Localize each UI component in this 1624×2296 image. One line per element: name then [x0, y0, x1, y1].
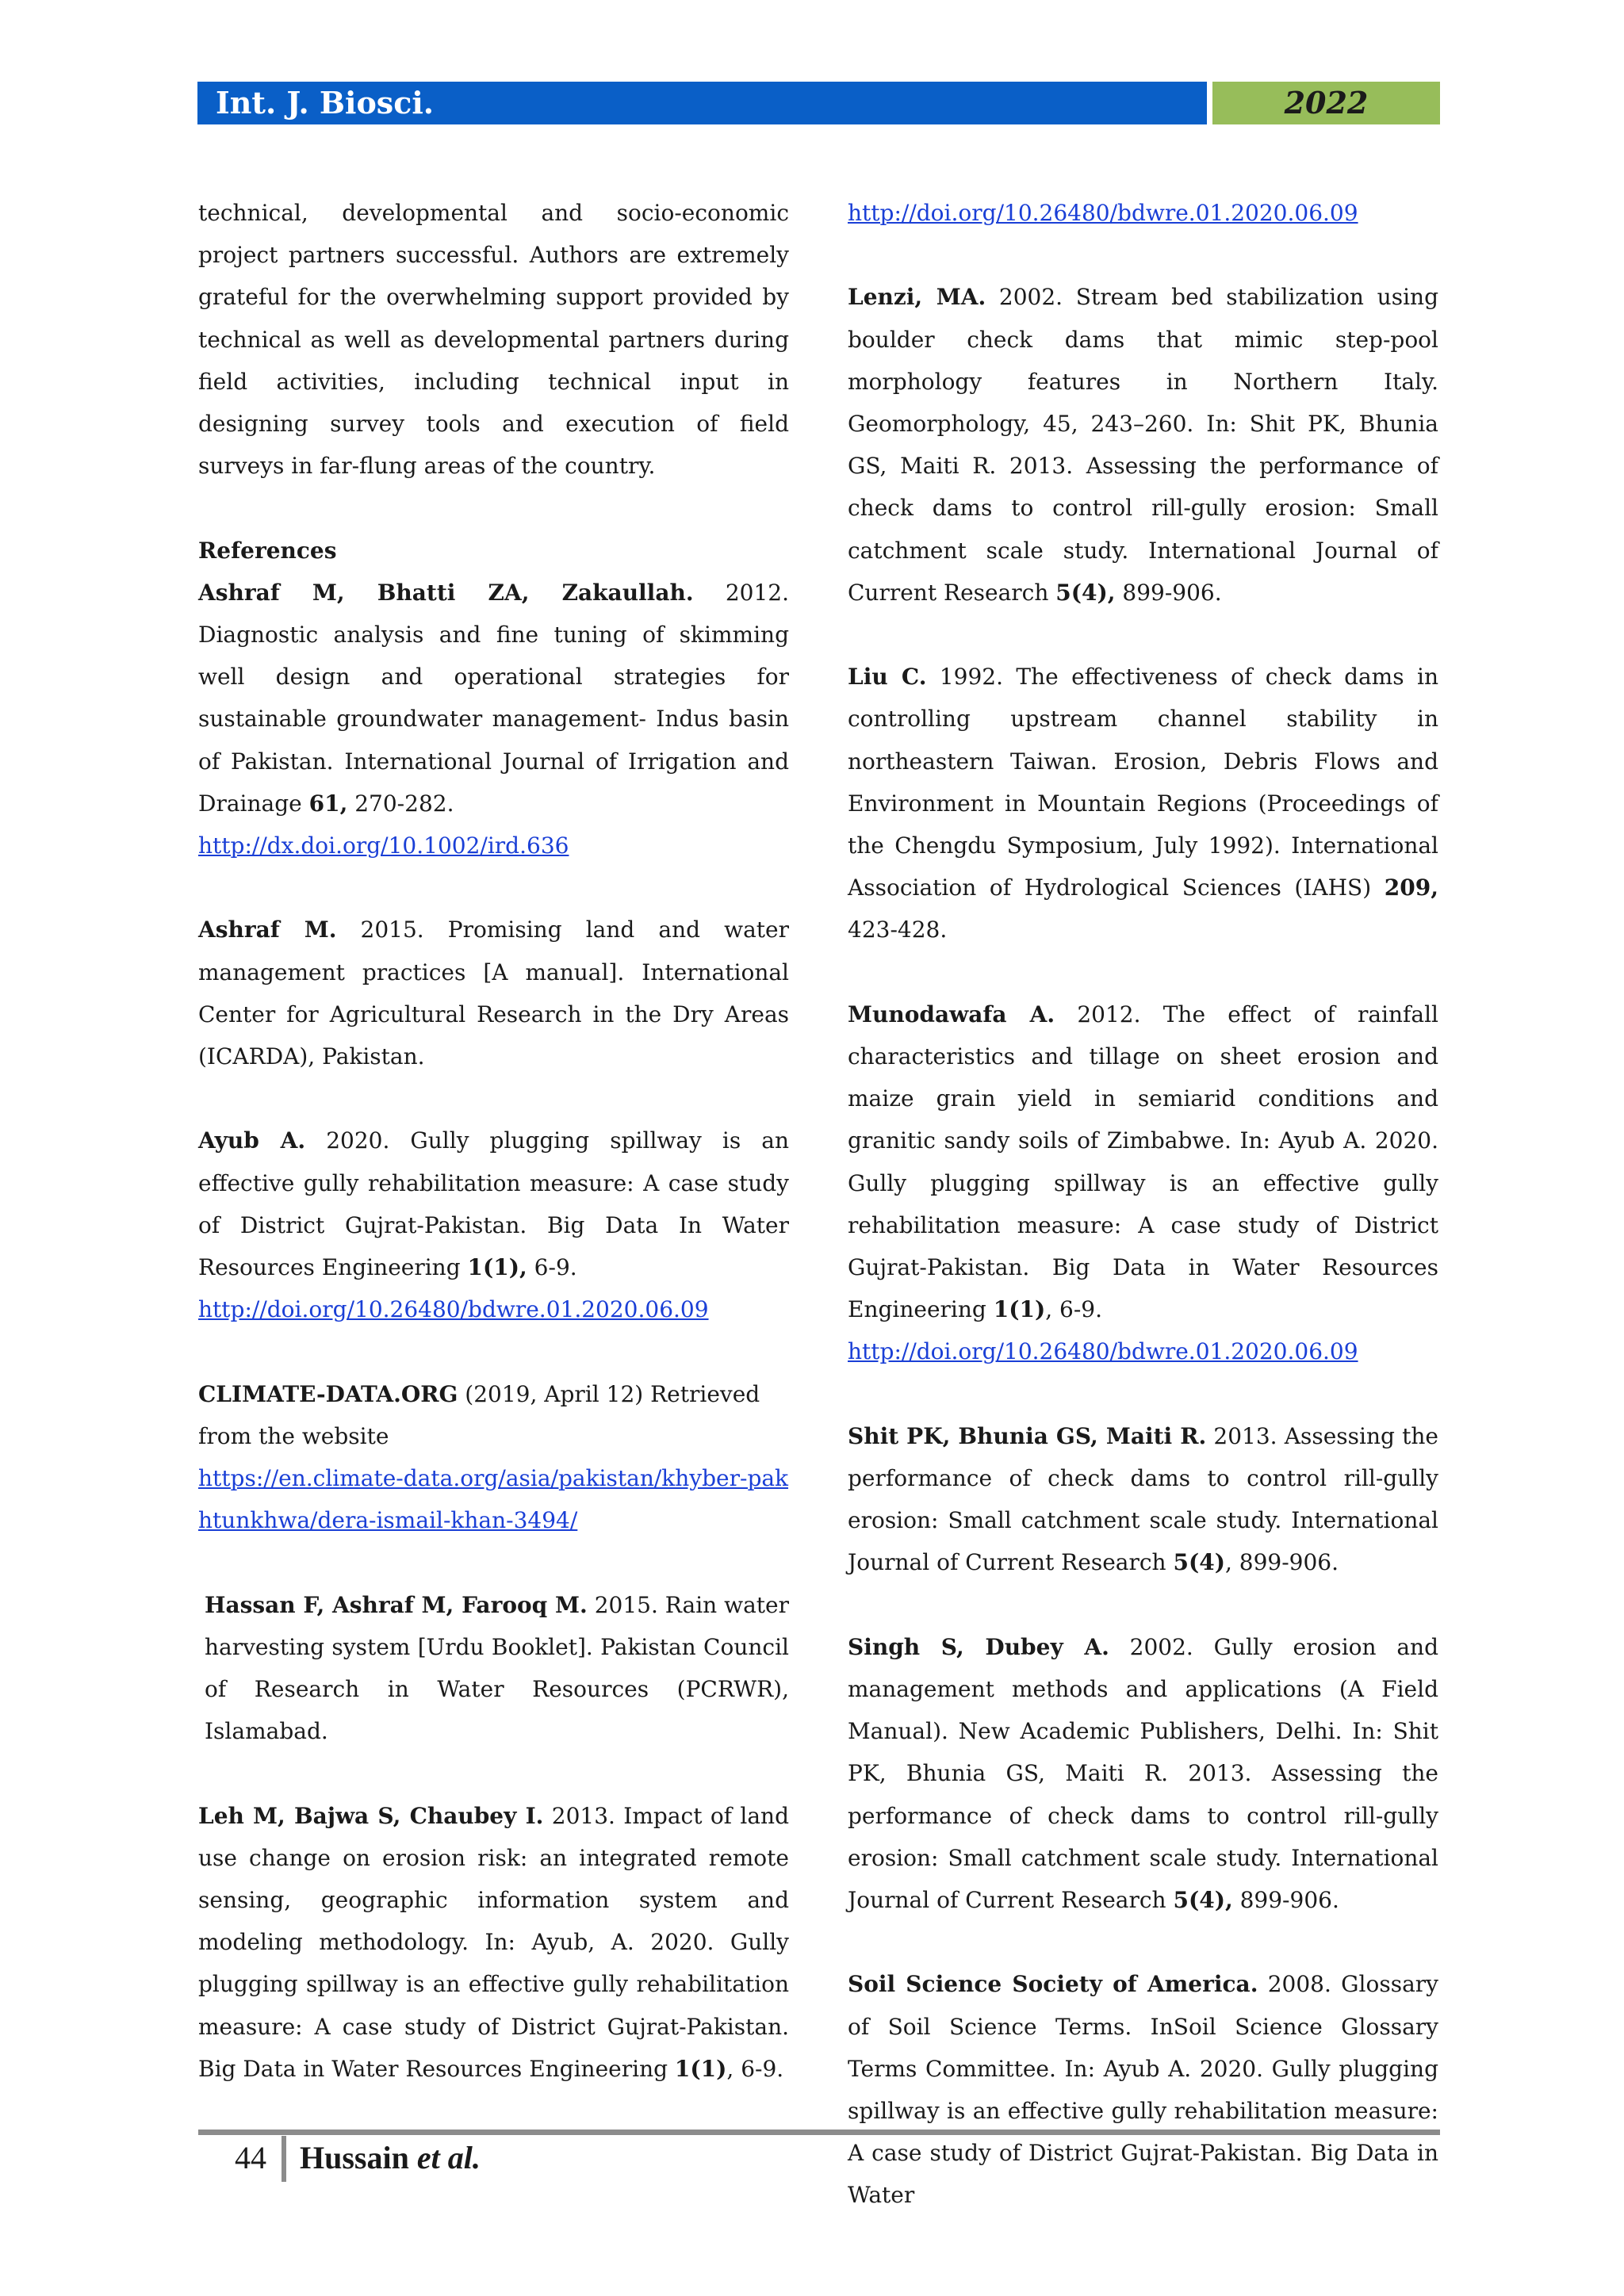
reference-volume: 5(4),	[1055, 579, 1116, 606]
reference-volume: 1(1),	[467, 1254, 527, 1281]
reference-authors: Ashraf M.	[198, 916, 337, 943]
reference-pages: 899-906.	[1115, 579, 1222, 606]
reference-text: 2012. Diagnostic analysis and fine tuning of skimming well design and operational strategies for sustainable groundwater management- Indus basin of Pakistan. International Journal of Irrigation and Drainage	[198, 579, 790, 817]
reference-entry	[198, 1119, 789, 1330]
running-author	[300, 2139, 481, 2177]
reference-text: 2015. Rain water harvesting system [Urdu Booklet]. Pakistan Council of Research in Water Resources (PCRWR), Islamabad.	[205, 1591, 789, 1745]
reference-entry	[198, 1584, 789, 1753]
left-column	[198, 192, 789, 2090]
reference-pages: , 899-906.	[1224, 1549, 1339, 1576]
reference-authors: Leh M, Bajwa S, Chaubey I.	[198, 1802, 544, 1829]
reference-text: 2013. Assessing the performance of check dams to control rill-gully erosion: Small catchment scale study. International Journal of Current Research	[848, 1422, 1438, 1576]
footer-divider	[282, 2136, 286, 2182]
reference-volume: 5(4),	[1173, 1887, 1233, 1914]
reference-text: 2002. Gully erosion and management methods and applications (A Field Manual). New Academic Publishers, Delhi. In: Shit PK, Bhunia GS, Maiti R. 2013. Assessing the performance of check dams to control rill-gully erosion: Small catchment scale study. International Journal of Current Research	[848, 1633, 1438, 1914]
reference-entry	[848, 656, 1438, 951]
year-header: 2022	[1212, 82, 1440, 124]
journal-header: Int. J. Biosci.	[197, 82, 1207, 124]
reference-text: 2002. Stream bed stabilization using boulder check dams that mimic step-pool morphology features in Northern Italy. Geomorphology, 45, 243–260. In: Shit PK, Bhunia GS, Maiti R. 2013. Assessing the performance of check dams to control rill-gully erosion: Small catchment scale study. International Journal of Current Research	[848, 284, 1438, 606]
right-column	[848, 192, 1438, 2217]
reference-pages: , 6-9.	[726, 2055, 784, 2082]
reference-volume: 5(4)	[1173, 1549, 1225, 1576]
reference-authors: CLIMATE-DATA.ORG	[198, 1380, 458, 1407]
reference-text: 2012. The effect of rainfall characteristics and tillage on sheet erosion and maize grain yield in semiarid conditions and granitic sandy soils of Zimbabwe. In: Ayub A. 2020. Gully plugging spillway is an effective gully rehabilitation measure: A case study of District Gujrat-Pakistan. Big Data in Water Resources Engineering	[848, 1001, 1438, 1323]
reference-authors: Hassan F, Ashraf M, Farooq M.	[205, 1591, 588, 1618]
reference-pages: 6-9.	[527, 1254, 577, 1281]
reference-entry	[198, 1373, 789, 1542]
reference-authors: Lenzi, MA.	[848, 284, 986, 311]
reference-link[interactable]: http://doi.org/10.26480/bdwre.01.2020.06.09	[848, 200, 1358, 226]
reference-entry	[848, 1626, 1438, 1921]
reference-authors: Ayub A.	[198, 1127, 306, 1154]
acknowledgement-paragraph: technical, developmental and socio-economic project partners successful. Authors are extremely grateful for the overwhelming support provided by technical as well as developmental partners during field activities, including technical input in designing survey tools and execution of field surveys in far-flung areas of the country.	[198, 200, 789, 480]
reference-volume: 1(1)	[674, 2055, 727, 2082]
reference-authors: Singh S, Dubey A.	[848, 1633, 1109, 1660]
page-number: 44	[235, 2140, 266, 2175]
reference-pages: 899-906.	[1232, 1887, 1339, 1914]
reference-entry	[848, 1415, 1438, 1584]
continued-reference-link	[848, 192, 1438, 234]
reference-text: (2019, April 12) Retrieved from the website	[198, 1380, 760, 1449]
reference-text: 1992. The effectiveness of check dams in controlling upstream channel stability in northeastern Taiwan. Erosion, Debris Flows and Environment in Mountain Regions (Proceedings of the Chengdu Symposium, July 1992). International Association of Hydrological Sciences (IAHS)	[848, 664, 1438, 901]
reference-authors: Shit PK, Bhunia GS, Maiti R.	[848, 1422, 1207, 1449]
reference-pages: 423-428.	[848, 916, 948, 943]
reference-link[interactable]: http://dx.doi.org/10.1002/ird.636	[198, 832, 569, 859]
references-heading: References	[198, 537, 337, 564]
reference-authors: Soil Science Society of America.	[848, 1971, 1258, 1998]
reference-text: 2008. Glossary of Soil Science Terms. InSoil Science Glossary Terms Committee. In: Ayub A. 2020. Gully plugging spillway is an effective gully rehabilitation measure: A case study of District Gujrat-Pakistan. Big Data in Water	[848, 1971, 1438, 2209]
reference-entry	[848, 1963, 1438, 2216]
reference-link[interactable]: http://doi.org/10.26480/bdwre.01.2020.06.09	[198, 1296, 709, 1323]
reference-link[interactable]: http://doi.org/10.26480/bdwre.01.2020.06.09	[848, 1338, 1358, 1365]
et-al: et al.	[416, 2140, 481, 2175]
reference-entry	[848, 276, 1438, 614]
reference-entry	[848, 993, 1438, 1373]
footer-rule	[198, 2130, 1440, 2135]
reference-entry	[198, 1795, 789, 2090]
reference-authors: Munodawafa A.	[848, 1001, 1055, 1027]
reference-entry	[198, 572, 789, 867]
reference-entry	[198, 909, 789, 1077]
reference-text: 2020. Gully plugging spillway is an effective gully rehabilitation measure: A case study of District Gujrat-Pakistan. Big Data In Water Resources Engineering	[198, 1127, 789, 1281]
reference-link[interactable]: https://en.climate-data.org/asia/pakistan/khyber-pakhtunkhwa/dera-ismail-khan-3494/	[198, 1465, 789, 1534]
reference-volume: 61,	[308, 790, 348, 817]
reference-pages: 270-282.	[347, 790, 454, 817]
reference-volume: 1(1)	[993, 1296, 1046, 1323]
reference-authors: Ashraf M, Bhatti ZA, Zakaullah.	[198, 579, 694, 606]
reference-text: 2013. Impact of land use change on erosion risk: an integrated remote sensing, geographic information system and modeling methodology. In: Ayub, A. 2020. Gully plugging spillway is an effective gully rehabilitation measure: A case study of District Gujrat-Pakistan. Big Data in Water Resources Engineering	[198, 1802, 790, 2082]
author-name: Hussain	[300, 2140, 409, 2175]
reference-authors: Liu C.	[848, 664, 927, 691]
reference-volume: 209,	[1384, 874, 1438, 901]
reference-pages: , 6-9.	[1045, 1296, 1102, 1323]
reference-text: 2015. Promising land and water management practices [A manual]. International Center for Agricultural Research in the Dry Areas (ICARDA), Pakistan.	[198, 916, 789, 1070]
